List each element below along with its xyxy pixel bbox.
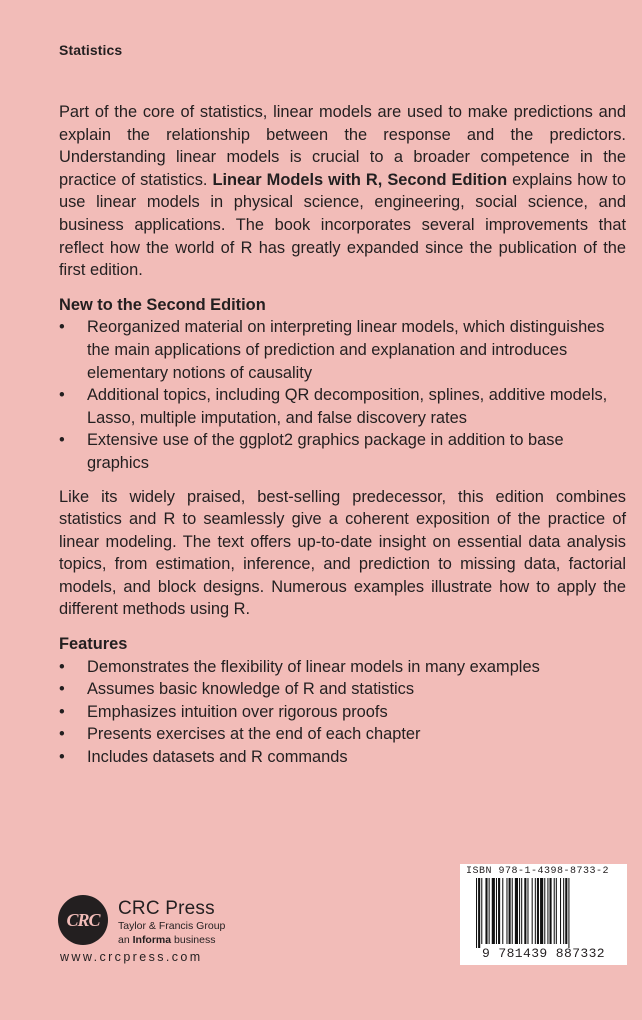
barcode-bar <box>547 878 548 944</box>
list-item: • Reorganized material on interpreting linear models, which distinguishes the main applications of prediction and explanation and introduces elementary notions of causality <box>59 316 626 384</box>
barcode-bar <box>565 878 567 944</box>
barcode-bar <box>568 878 569 948</box>
new-edition-list <box>59 316 626 474</box>
isbn-label: ISBN 978-1-4398-8733-2 <box>466 866 610 877</box>
list-item: • Additional topics, including QR decomposition, splines, additive models, Lasso, multiple imputation, and false discovery rates <box>59 384 626 429</box>
list-item: • Presents exercises at the end of each chapter <box>59 723 626 746</box>
publisher-group: Taylor & Francis Group <box>118 920 226 932</box>
back-cover-text <box>59 101 626 769</box>
body-paragraph: Like its widely praised, best-selling predecessor, this edition combines statistics and R to seamlessly give a coherent exposition of the practice of linear modeling. The text offers up-to-date insight on essential data analysis topics, from estimation, inference, and prediction to missing data, factorial models, and block designs. Numerous examples illustrate how to apply the different methods using R. <box>59 487 626 619</box>
crc-logo: CRC <box>58 895 108 945</box>
barcode-digits: 9 781439 887332 <box>481 946 606 961</box>
barcode-bar <box>535 878 536 944</box>
barcode-bar <box>532 878 533 944</box>
intro-paragraph <box>59 101 626 282</box>
barcode-bar <box>478 878 480 948</box>
barcode-bar <box>489 878 490 944</box>
barcode-bar <box>492 878 495 944</box>
barcode-bar <box>498 878 500 944</box>
barcode-bar <box>563 878 564 944</box>
list-item: • Demonstrates the flexibility of linear models in many examples <box>59 656 626 679</box>
barcode-bar <box>524 878 526 944</box>
barcode-bar <box>502 878 503 944</box>
list-item: • Includes datasets and R commands <box>59 746 626 769</box>
isbn-barcode <box>460 864 627 965</box>
features-heading: Features <box>59 635 128 654</box>
barcode-bar <box>485 878 487 944</box>
barcode-bar <box>550 878 552 944</box>
barcode-bar <box>481 878 482 944</box>
barcode-bar <box>537 878 539 944</box>
features-list <box>59 656 626 769</box>
barcode-bar <box>506 878 507 944</box>
barcode-bar <box>496 878 497 944</box>
barcode-bar <box>540 878 543 944</box>
publisher-business: an Informa business <box>118 934 216 946</box>
barcode-bar <box>560 878 561 944</box>
barcode-bar <box>521 878 522 944</box>
category-label: Statistics <box>59 42 123 58</box>
publisher-name: CRC Press <box>118 898 215 919</box>
barcode-bar <box>527 878 528 944</box>
barcode-bar <box>519 878 520 944</box>
publisher-block <box>58 895 258 965</box>
new-edition-heading: New to the Second Edition <box>59 295 266 314</box>
list-item: • Extensive use of the ggplot2 graphics package in addition to base graphics <box>59 429 626 474</box>
barcode-bar <box>512 878 513 944</box>
barcode-bar <box>556 878 557 944</box>
barcode-bar <box>515 878 518 944</box>
barcode-bar <box>476 878 477 948</box>
barcode-bar <box>544 878 545 944</box>
barcode-bars <box>474 878 620 948</box>
list-item: • Assumes basic knowledge of R and statistics <box>59 678 626 701</box>
barcode-bar <box>554 878 555 944</box>
book-title: Linear Models with R, Second Edition <box>212 170 508 189</box>
list-item: • Emphasizes intuition over rigorous proofs <box>59 701 626 724</box>
barcode-bar <box>509 878 511 944</box>
publisher-url[interactable]: www.crcpress.com <box>60 950 203 964</box>
intro-part1: Part of the core of statistics, linear models are used to make predictions and explain the relationship between the response and the predictors. Understanding linear models is crucial to a broader competence in the practice of statistics. <box>59 103 626 189</box>
intro-part2: explains how to use linear models in physical science, engineering, social science, and business applications. The book incorporates several improvements that reflect how the world of R has greatly expanded since the publication of the first edition. <box>59 170 626 280</box>
